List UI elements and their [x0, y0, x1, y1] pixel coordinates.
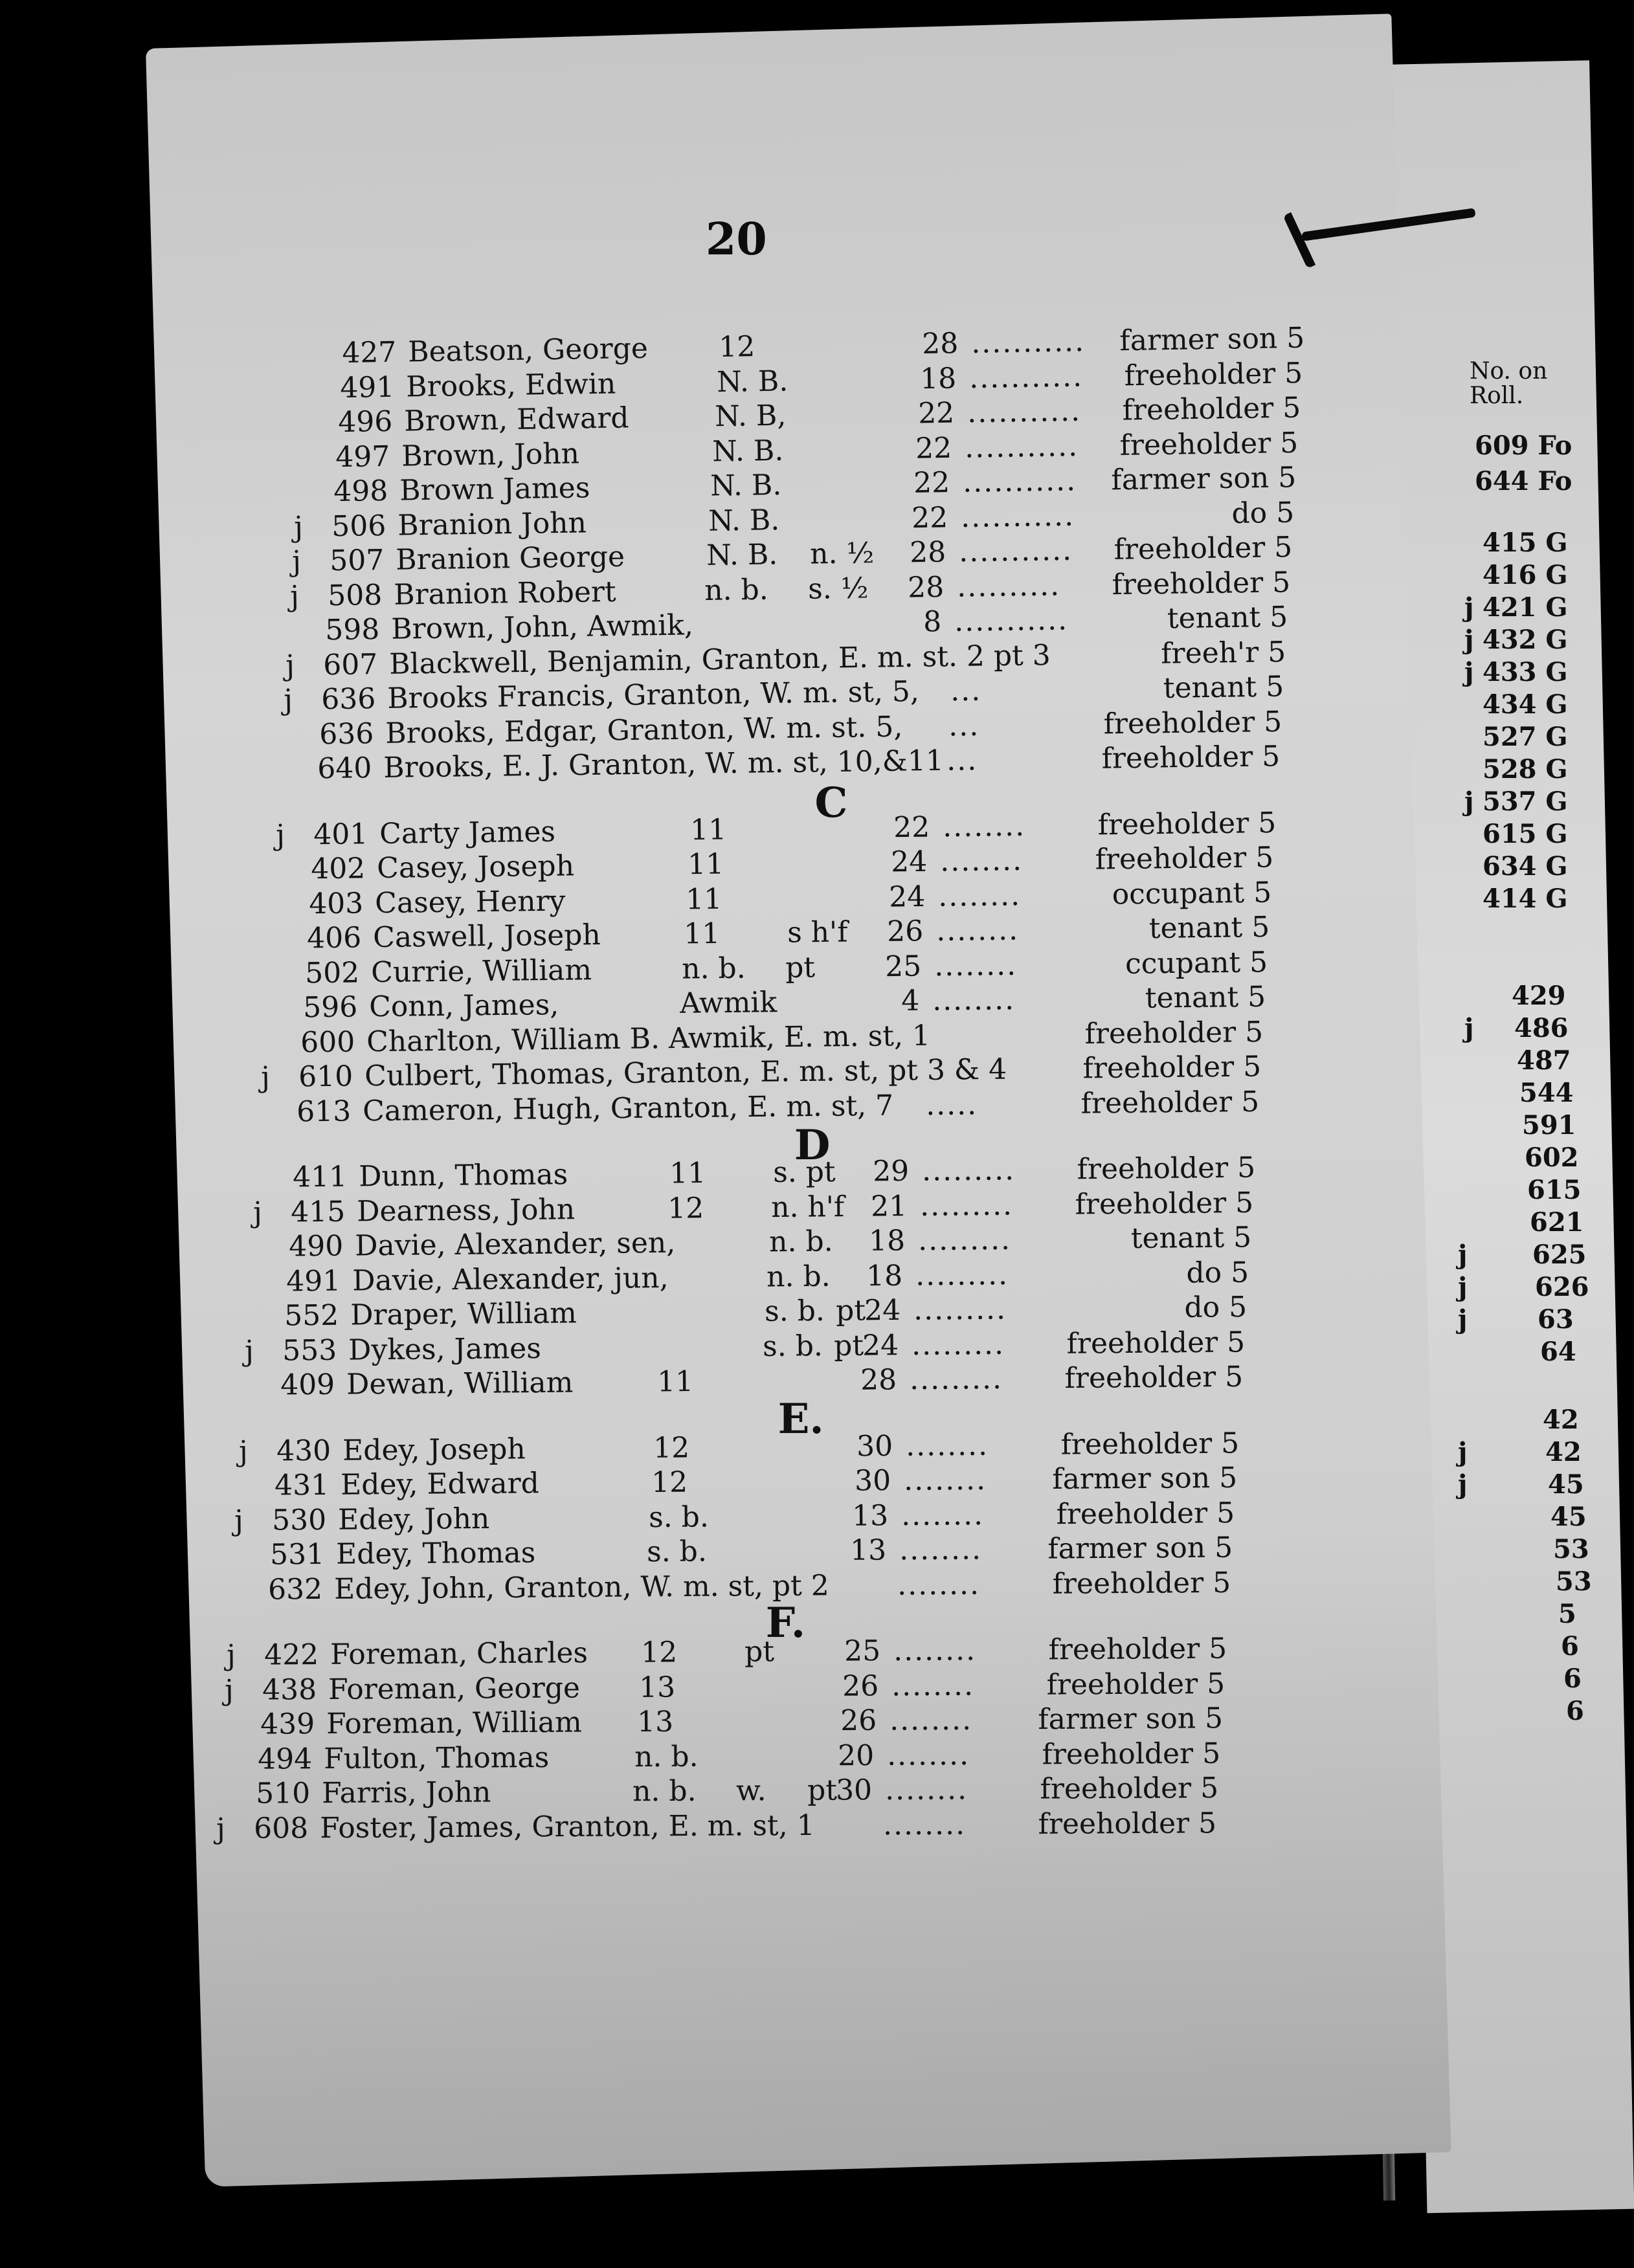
roll-entry: 6: [1566, 1696, 1584, 1726]
part-lot: s. ½: [807, 571, 869, 606]
lot-number: 28: [909, 535, 946, 570]
concession: s. b.: [647, 1535, 708, 1569]
roll-entry: 434 G: [1483, 689, 1568, 720]
part-lot: n. b.: [768, 1225, 833, 1259]
page-number: 20: [706, 214, 767, 265]
roll-entry: 416 G: [1483, 560, 1568, 590]
concession: n. b.: [632, 1774, 697, 1808]
voter-name: Fulton, Thomas: [324, 1740, 550, 1775]
concession: N. B.: [712, 434, 785, 468]
leader-dots: ........: [897, 1568, 981, 1602]
leader-dots: .........: [913, 1293, 1007, 1327]
lot-number: 24: [891, 845, 928, 879]
voter-name: Brown, Edward: [403, 401, 629, 438]
qualification: freeholder 5: [1040, 1772, 1219, 1806]
roll-entry: 414 G: [1483, 884, 1568, 914]
qualification: do 5: [1231, 496, 1295, 530]
roll-number: 632: [267, 1572, 323, 1606]
leader-dots: ...: [948, 709, 980, 743]
roll-number: 490: [288, 1229, 344, 1263]
voter-name: Brown James: [399, 471, 590, 507]
roll-entry: 45: [1550, 1502, 1587, 1532]
roll-entry: 626: [1535, 1272, 1589, 1302]
voter-name: Davie, Alexander, jun,: [352, 1261, 669, 1298]
leader-dots: ........: [891, 1668, 974, 1702]
part-extra: pt: [807, 1773, 838, 1807]
leader-dots: ........: [885, 1773, 968, 1807]
qualification: tenant 5: [1163, 670, 1284, 705]
qualification: farmer son 5: [1119, 321, 1305, 358]
juror-mark: j: [1458, 1272, 1468, 1302]
roll-entry: 433 G: [1483, 657, 1568, 687]
juror-mark: j: [293, 510, 304, 544]
lot-number: 20: [838, 1739, 875, 1772]
voter-name: Edey, Joseph: [342, 1432, 526, 1467]
juror-mark: j: [244, 1334, 254, 1368]
voter-name: Edey, Edward: [340, 1467, 539, 1502]
lot-number: 28: [907, 570, 945, 605]
leader-dots: ........: [942, 809, 1025, 843]
qualification: do 5: [1186, 1256, 1249, 1290]
concession: N. B.: [708, 503, 780, 538]
roll-number: 496: [337, 405, 393, 439]
leader-dots: ...........: [968, 359, 1084, 395]
roll-number: 596: [302, 990, 358, 1025]
leader-dots: ........: [893, 1634, 977, 1668]
roll-number: 610: [298, 1060, 353, 1094]
voter-name: Conn, James,: [368, 988, 559, 1024]
voter-name: Brown, John: [401, 436, 580, 473]
concession: 11: [686, 882, 722, 916]
voter-name: Brooks, E. J. Granton, W. m. st, 10,&11: [383, 744, 944, 784]
voter-name: Dunn, Thomas: [358, 1158, 568, 1194]
juror-mark: j: [224, 1673, 234, 1707]
roll-entry: 432 G: [1483, 625, 1568, 655]
leader-dots: ...........: [970, 325, 1086, 360]
roll-entry: 609 Fo: [1475, 430, 1572, 461]
qualification: freeholder 5: [1095, 841, 1274, 876]
qualification: freeholder 5: [1056, 1496, 1235, 1531]
concession: N. B.: [710, 468, 782, 503]
qualification: freeholder 5: [1046, 1667, 1226, 1702]
roll-number: 415: [290, 1195, 346, 1228]
lot-number: 22: [915, 431, 952, 465]
qualification: freeholder 5: [1066, 1325, 1246, 1361]
leader-dots: .........: [919, 1188, 1014, 1223]
roll-entry: 591: [1522, 1110, 1576, 1140]
roll-number: 491: [286, 1264, 341, 1298]
roll-number: 636: [319, 717, 374, 751]
roll-entry: 5: [1558, 1599, 1576, 1629]
lot-number: 30: [856, 1429, 893, 1463]
qualification: freeholder 5: [1064, 1360, 1244, 1395]
voter-name: Casey, Henry: [375, 884, 566, 920]
leader-dots: ..........: [956, 568, 1061, 604]
lot-number: 21: [870, 1189, 908, 1223]
roll-number: 406: [306, 921, 362, 955]
qualification: occupant 5: [1112, 876, 1272, 911]
lot-number: 18: [919, 361, 957, 395]
section-letter-d: D: [794, 1121, 831, 1170]
qualification: farmer son 5: [1047, 1531, 1233, 1566]
voter-name: Edey, John: [338, 1502, 490, 1537]
leader-dots: .........: [911, 1328, 1005, 1362]
juror-mark: j: [1458, 1437, 1468, 1467]
voter-row: [216, 1806, 1217, 1847]
part-lot: n. h'f: [770, 1190, 845, 1224]
roll-entry: 421 G: [1483, 592, 1568, 623]
concession: 12: [667, 1191, 704, 1225]
roll-number: 403: [309, 886, 364, 920]
lot-number: 24: [889, 880, 926, 914]
voter-name: Brooks Francis, Granton, W. m. st, 5,: [386, 674, 920, 715]
juror-mark: j: [252, 1195, 262, 1229]
juror-mark: j: [291, 544, 302, 578]
voter-name: Farris, John: [322, 1775, 491, 1810]
leader-dots: ........: [934, 948, 1018, 983]
juror-mark: j: [1464, 625, 1474, 655]
voter-name: Charlton, William B. Awmik, E. m. st, 1: [366, 1019, 931, 1058]
qualification: do 5: [1184, 1290, 1248, 1324]
lot-number: 28: [860, 1363, 897, 1397]
concession: n. b.: [681, 951, 746, 986]
roll-number: 507: [329, 543, 385, 578]
concession: 11: [656, 1365, 694, 1399]
juror-mark: j: [234, 1504, 244, 1537]
lot-number: 25: [884, 949, 922, 983]
juror-mark: j: [289, 579, 299, 613]
roll-number: 409: [280, 1368, 335, 1402]
leader-dots: ...........: [958, 533, 1073, 569]
qualification: freeholder 5: [1101, 740, 1281, 775]
qualification: freeholder 5: [1080, 1085, 1260, 1120]
qualification: freeholder 5: [1075, 1186, 1254, 1221]
roll-number: 636: [321, 682, 376, 717]
concession: 12: [653, 1430, 690, 1465]
roll-entry: 6: [1561, 1631, 1579, 1662]
qualification: freeholder 5: [1052, 1566, 1231, 1601]
roll-number: 531: [270, 1537, 325, 1572]
qualification: freeholder 5: [1114, 530, 1293, 566]
qualification: freeholder 5: [1082, 1050, 1262, 1085]
juror-mark: j: [1458, 1240, 1468, 1270]
leader-dots: ...........: [954, 603, 1069, 638]
lot-number: 26: [840, 1704, 877, 1738]
concession: 12: [718, 330, 755, 364]
roll-number: 510: [256, 1777, 311, 1810]
voter-name: Carty James: [379, 815, 555, 850]
roll-number: 506: [331, 509, 386, 543]
concession: N. B.: [716, 364, 789, 399]
leader-dots: ........: [935, 913, 1020, 948]
leader-dots: .........: [921, 1153, 1016, 1188]
qualification: freeholder 5: [1103, 705, 1282, 740]
concession: n. b.: [704, 573, 768, 607]
voter-name: Dykes, James: [348, 1331, 542, 1367]
qualification: farmer son 5: [1051, 1461, 1237, 1496]
roll-entry: 45: [1548, 1469, 1584, 1500]
qualification: ccupant 5: [1125, 945, 1268, 981]
voter-name: Branion John: [397, 506, 587, 542]
roll-entry: 644 Fo: [1475, 466, 1572, 496]
voter-row: [230, 1566, 1231, 1608]
qualification: freeholder 5: [1077, 1151, 1256, 1186]
lot-number: 13: [850, 1533, 887, 1567]
voter-name: Branion Robert: [393, 575, 616, 612]
qualification: freeholder 5: [1119, 426, 1299, 462]
roll-entry: 53: [1556, 1566, 1592, 1597]
part-lot: pt: [744, 1635, 775, 1669]
roll-number: 438: [262, 1673, 317, 1707]
lot-number: 22: [911, 500, 948, 535]
voter-name: Edey, Thomas: [336, 1536, 536, 1571]
roll-entry: 64: [1540, 1337, 1576, 1367]
part-extra: pt: [833, 1329, 864, 1362]
juror-mark: j: [283, 683, 293, 717]
qualification: freeholder 5: [1124, 356, 1303, 392]
roll-number: 552: [284, 1298, 339, 1333]
juror-mark: j: [1464, 657, 1474, 687]
leader-dots: ........: [903, 1463, 987, 1497]
leader-dots: .........: [917, 1223, 1011, 1258]
juror-mark: j: [1458, 1469, 1468, 1500]
roll-entry: 634 G: [1483, 851, 1568, 882]
leader-dots: ........: [940, 843, 1024, 878]
roll-number: 422: [263, 1638, 319, 1672]
leader-dots: ........: [882, 1808, 967, 1841]
roll-entry: 544: [1519, 1078, 1574, 1108]
qualification: farmer son 5: [1111, 461, 1297, 497]
roll-number: 640: [317, 751, 372, 786]
roll-entry: 615 G: [1483, 819, 1568, 849]
juror-mark: j: [226, 1638, 236, 1672]
part-extra: pt: [836, 1294, 866, 1328]
leader-dots: ...........: [965, 429, 1079, 465]
roll-number: 598: [325, 613, 381, 647]
part-lot: s. pt: [772, 1155, 836, 1189]
juror-mark: j: [1464, 786, 1474, 817]
voter-name: Caswell, Joseph: [372, 918, 601, 955]
section-letter-f: F.: [765, 1599, 806, 1647]
concession: 11: [688, 847, 724, 882]
concession: N. B,: [714, 399, 787, 434]
qualification: freeholder 5: [1097, 806, 1277, 841]
concession: N. B.: [706, 538, 778, 572]
roll-entry: 615: [1527, 1175, 1582, 1205]
leader-dots: ...........: [967, 394, 1082, 430]
lot-number: 24: [864, 1293, 901, 1328]
roll-number: 497: [335, 439, 391, 474]
lot-number: 26: [886, 915, 924, 948]
qualification: farmer son 5: [1037, 1702, 1223, 1737]
concession: s. b.: [649, 1500, 710, 1534]
qualification: tenant 5: [1167, 600, 1288, 636]
roll-entry: 527 G: [1483, 722, 1568, 752]
roll-entry: 625: [1532, 1240, 1587, 1270]
concession: Awmik: [679, 986, 778, 1020]
roll-entry: 42: [1545, 1437, 1582, 1467]
leader-dots: ...: [950, 674, 982, 708]
juror-mark: j: [275, 818, 285, 852]
leader-dots: ........: [932, 983, 1015, 1017]
juror-mark: j: [238, 1434, 248, 1468]
juror-mark: j: [1464, 592, 1474, 623]
voter-name: Blackwell, Benjamin, Granton, E. m. st. 2 pt 3: [389, 638, 1051, 681]
juror-mark: j: [1464, 1013, 1474, 1043]
roll-number: 491: [339, 370, 395, 405]
voter-name: Currie, William: [370, 953, 592, 989]
concession: 13: [636, 1705, 673, 1739]
leader-dots: ........: [938, 878, 1022, 913]
lot-number: 28: [921, 327, 959, 361]
concession: 12: [651, 1465, 688, 1499]
voter-name: Brown, John, Awmik,: [391, 608, 694, 646]
roll-entry: 63: [1538, 1304, 1574, 1335]
voter-name: Davie, Alexander, sen,: [354, 1226, 676, 1263]
lot-number: 29: [872, 1154, 910, 1188]
voter-name: Draper, William: [350, 1296, 577, 1332]
qualification: freeholder 5: [1060, 1426, 1240, 1462]
leader-dots: ...........: [960, 498, 1075, 534]
roll-number: 498: [333, 474, 388, 509]
roll-number: 411: [292, 1160, 348, 1194]
part-lot: s. b.: [765, 1294, 825, 1328]
leader-dots: .........: [915, 1258, 1009, 1292]
lot-number: 4: [901, 984, 920, 1018]
roll-entry: 487: [1517, 1045, 1571, 1076]
part-lot: s. b.: [762, 1329, 823, 1363]
roll-entry: 429: [1512, 981, 1566, 1011]
voter-name: Dewan, William: [346, 1366, 574, 1401]
voter-name: Cameron, Hugh, Granton, E. m. st, 7: [362, 1089, 894, 1128]
roll-header: No. on Roll.: [1470, 358, 1548, 409]
concession: 11: [689, 812, 727, 847]
qualification: tenant 5: [1148, 910, 1270, 946]
leader-dots: .....: [925, 1087, 978, 1122]
leader-dots: ........: [889, 1703, 972, 1737]
lot-number: 24: [862, 1328, 899, 1362]
roll-entry: 6: [1563, 1663, 1582, 1694]
voter-name: Foster, James, Granton, E. m. st, 1: [319, 1808, 815, 1845]
leader-dots: ........: [887, 1738, 970, 1772]
roll-entry: 42: [1543, 1405, 1579, 1435]
voter-name: Casey, Joseph: [377, 849, 575, 885]
lot-number: 18: [868, 1224, 906, 1258]
lot-number: 8: [923, 605, 942, 639]
part-lot: n. ½: [809, 537, 875, 571]
roll-number: 530: [272, 1503, 327, 1537]
voter-row: [218, 1772, 1219, 1812]
qualification: freeholder 5: [1038, 1806, 1217, 1841]
voter-name: Culbert, Thomas, Granton, E. m. st, pt 3 & 4: [364, 1052, 1007, 1093]
qualification: freeh'r 5: [1161, 635, 1286, 671]
concession: 11: [669, 1157, 706, 1190]
roll-number: 431: [274, 1468, 329, 1502]
lot-number: 22: [917, 396, 955, 430]
voter-name: Branion George: [395, 540, 625, 577]
lot-number: 22: [893, 810, 930, 844]
qualification: tenant 5: [1130, 1221, 1251, 1256]
leader-dots: .........: [909, 1362, 1003, 1397]
roll-entry: 528 G: [1483, 754, 1568, 784]
roll-number: 608: [253, 1811, 309, 1845]
roll-number: 439: [260, 1707, 315, 1741]
roll-entry: 621: [1530, 1207, 1584, 1238]
leader-dots: ...: [946, 744, 978, 777]
leader-dots: ...........: [963, 464, 1077, 499]
section-letter-e: E.: [778, 1394, 824, 1443]
part-lot: w.: [736, 1774, 767, 1808]
qualification: freeholder 5: [1048, 1632, 1227, 1667]
voter-name: Dearness, John: [356, 1192, 576, 1228]
lot-number: 22: [913, 466, 950, 500]
concession: 12: [640, 1636, 678, 1669]
qualification: freeholder 5: [1084, 1015, 1264, 1051]
voter-name: Brooks, Edwin: [405, 367, 616, 404]
roll-number: 508: [327, 578, 383, 612]
leader-dots: ........: [899, 1533, 983, 1567]
concession: n. b.: [634, 1740, 699, 1773]
roll-number: 600: [300, 1025, 355, 1059]
concession: 11: [683, 917, 721, 951]
roll-number: 607: [323, 647, 378, 682]
lot-number: 18: [866, 1259, 903, 1293]
roll-number: 401: [313, 817, 368, 851]
part-lot: n. b.: [767, 1260, 831, 1294]
concession: 13: [638, 1670, 676, 1704]
lot-number: 30: [836, 1773, 873, 1807]
roll-number: 553: [282, 1333, 337, 1367]
qualification: freeholder 5: [1111, 565, 1291, 601]
lot-number: 30: [854, 1464, 891, 1498]
voter-name: Foreman, George: [328, 1671, 580, 1706]
juror-mark: j: [216, 1812, 225, 1845]
voter-name: Foreman, Charles: [330, 1636, 588, 1671]
roll-number: 402: [311, 852, 366, 886]
leader-dots: ........: [901, 1498, 985, 1532]
voter-name: Edey, John, Granton, W. m. st, pt 2: [333, 1568, 829, 1606]
roll-entry: 602: [1525, 1142, 1579, 1173]
voter-name: Brooks, Edgar, Granton, W. m. st. 5,: [385, 709, 903, 750]
voter-name: Beatson, George: [407, 331, 649, 369]
qualification: freeholder 5: [1042, 1737, 1221, 1771]
part-lot: s h'f: [787, 915, 848, 950]
qualification: tenant 5: [1145, 980, 1266, 1015]
juror-mark: j: [261, 1060, 271, 1094]
lot-number: 13: [852, 1498, 889, 1533]
roll-number: 427: [341, 335, 397, 370]
section-letter-c: C: [814, 778, 848, 827]
voter-row: [223, 1702, 1223, 1743]
roll-number: 613: [297, 1095, 352, 1128]
roll-entry: 415 G: [1483, 528, 1568, 558]
roll-number: 494: [258, 1742, 313, 1776]
part-lot: pt: [785, 950, 816, 984]
juror-mark: j: [285, 649, 295, 682]
lot-number: 25: [844, 1634, 881, 1668]
voter-name: Foreman, William: [326, 1706, 582, 1740]
roll-number: 502: [304, 955, 360, 990]
roll-entry: 53: [1553, 1534, 1589, 1564]
roll-entry: 486: [1514, 1013, 1569, 1043]
roll-entry: 537 G: [1483, 786, 1568, 817]
qualification: freeholder 5: [1121, 391, 1301, 427]
leader-dots: ........: [905, 1429, 989, 1463]
roll-number: 430: [276, 1434, 331, 1468]
lot-number: 26: [842, 1669, 879, 1703]
juror-mark: j: [1458, 1304, 1468, 1335]
